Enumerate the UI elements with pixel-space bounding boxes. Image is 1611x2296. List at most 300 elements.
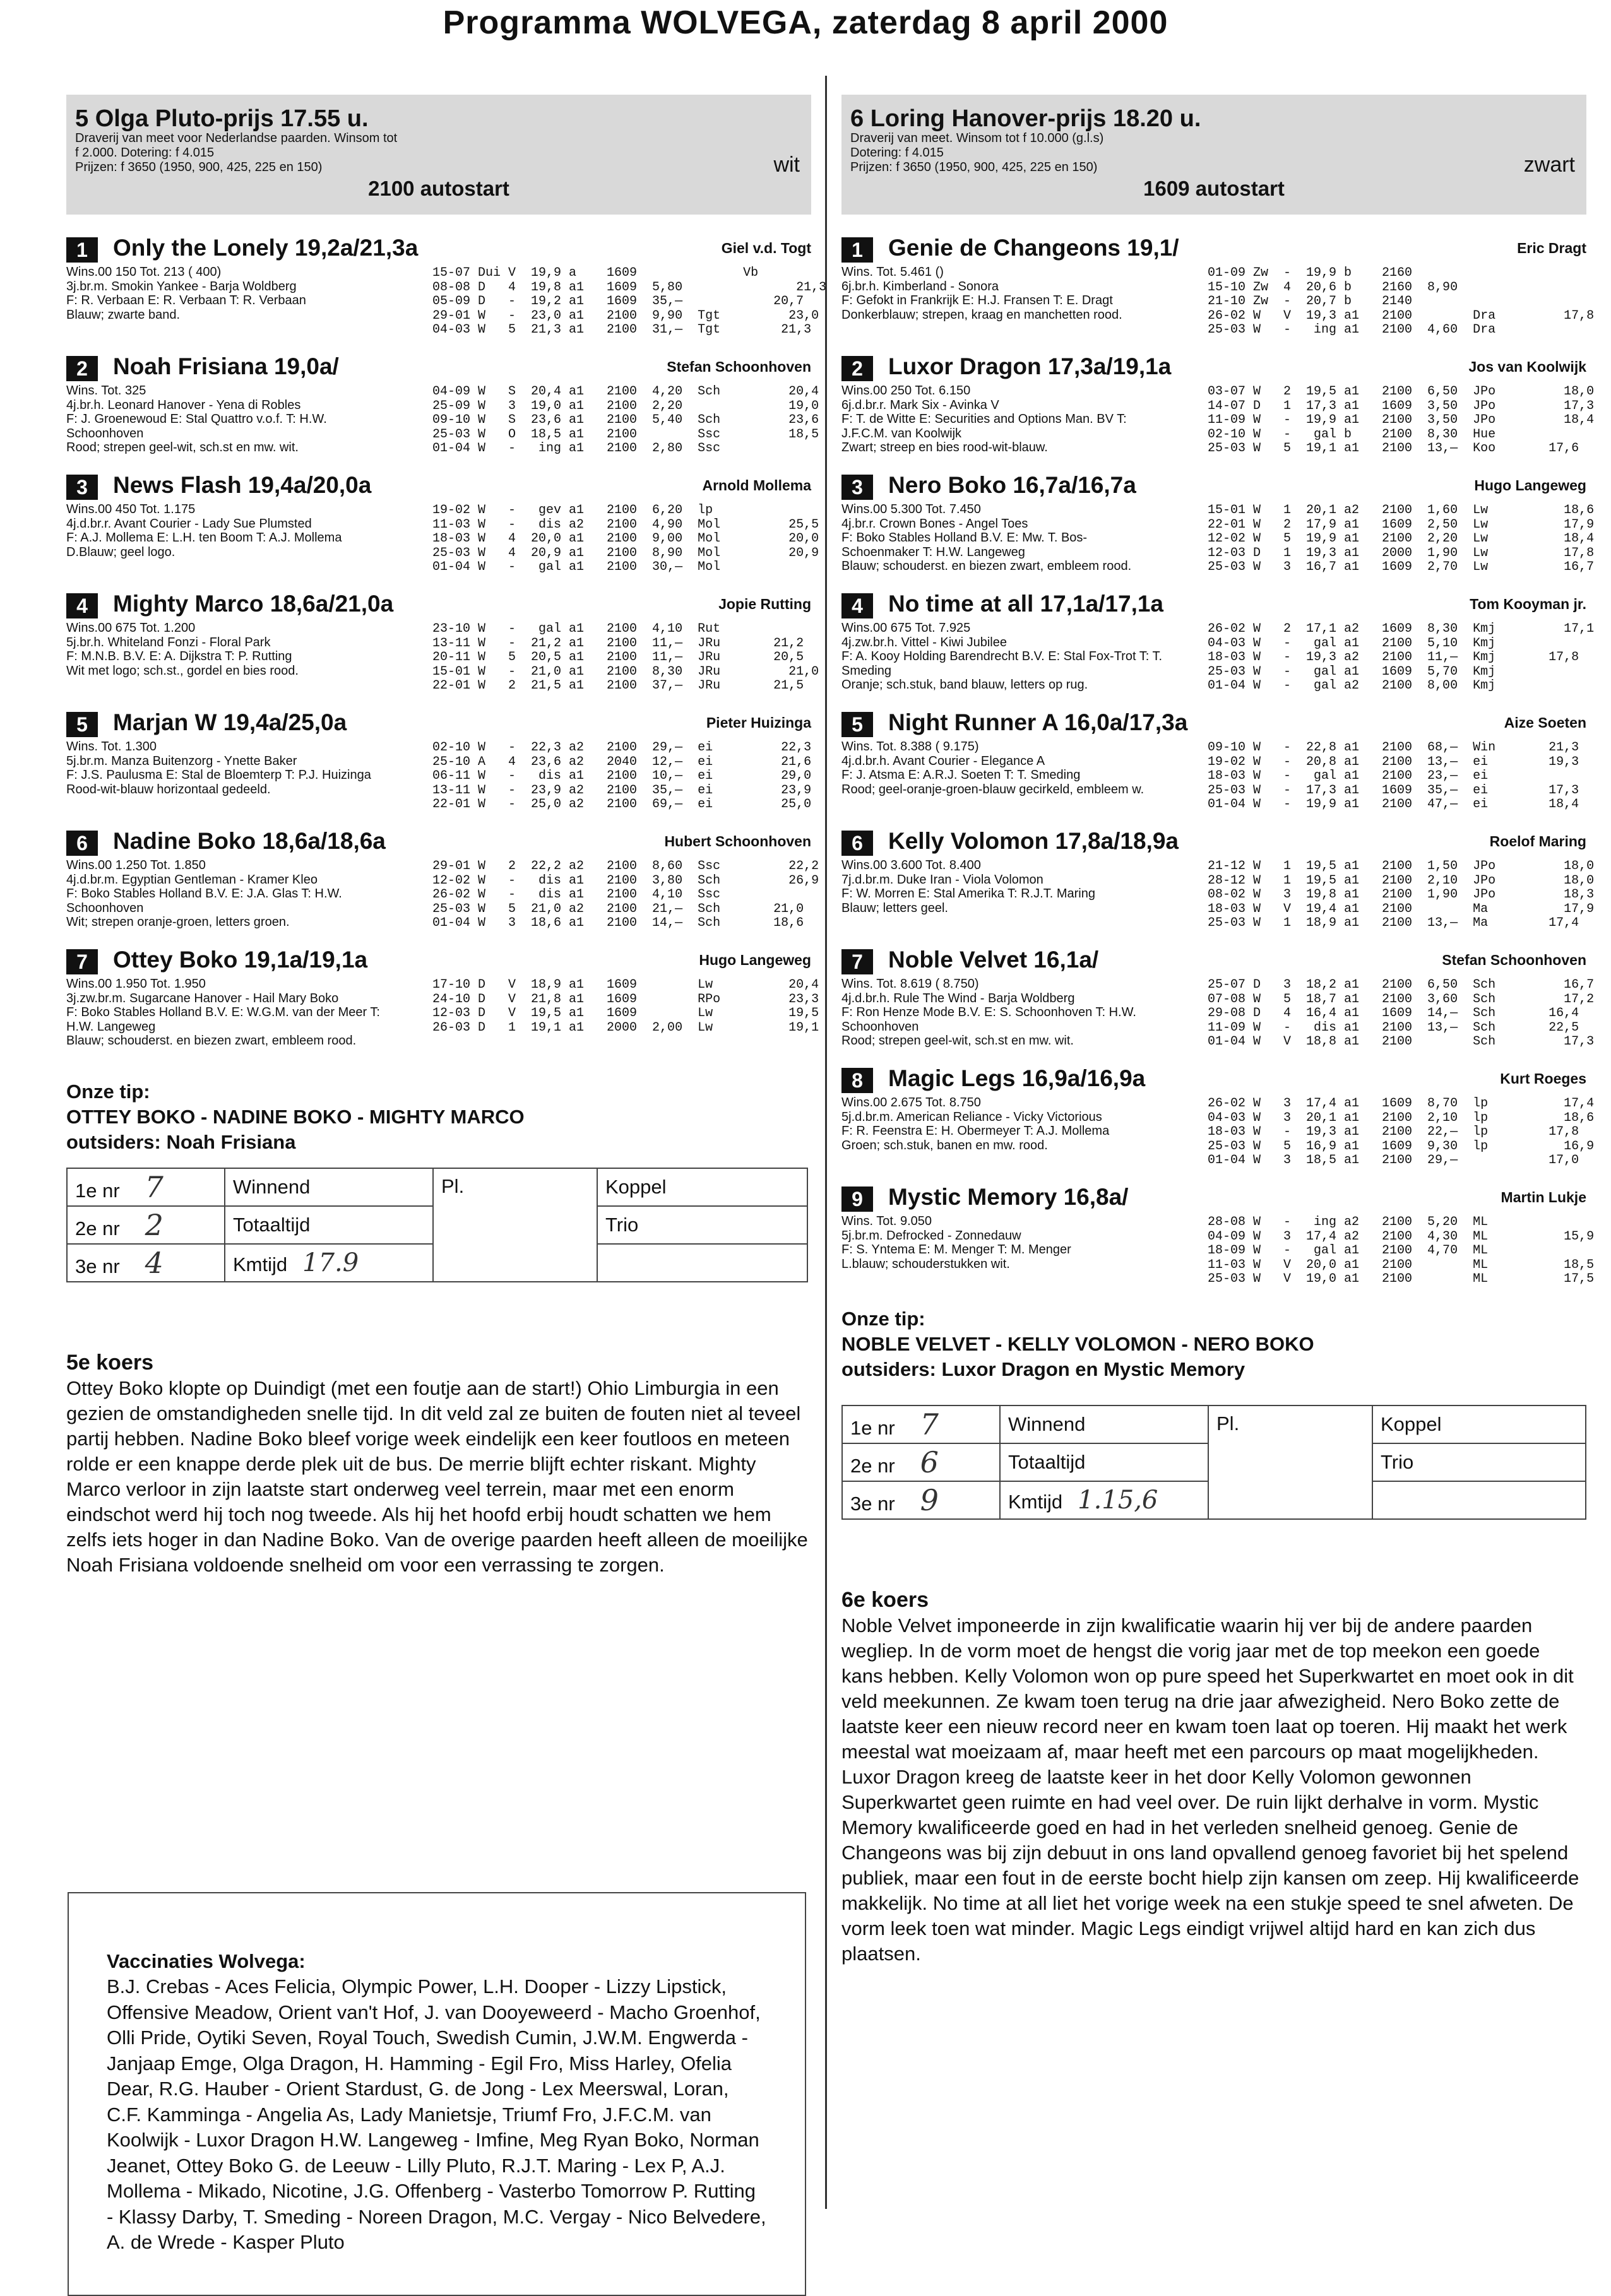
- horse-driver: Martin Lukje: [1501, 1189, 1586, 1205]
- tip-label: Onze tip:: [841, 1308, 925, 1330]
- horse-info-line: F: J.S. Paulusma E: Stal de Bloemterp T: P.J. Huizinga: [66, 768, 371, 782]
- place-label: Pl.: [1208, 1405, 1372, 1519]
- horse-info-line: Schoonhoven: [841, 1019, 919, 1034]
- horse-info-line: 6j.br.h. Kimberland - Sonora: [841, 279, 999, 293]
- horse-form-row: 13-11 W - 21,2 a1 2100 11,— JRu 21,2: [432, 636, 804, 651]
- horse-form-row: 28-08 W - ing a2 2100 5,20 ML: [1208, 1215, 1489, 1229]
- horse-name: Mystic Memory 16,8a/: [888, 1184, 1129, 1210]
- race-comment: [66, 1349, 811, 1578]
- horse-form-row: 13-11 W - 23,9 a2 2100 35,— ei 23,9: [432, 783, 812, 798]
- horse-form-row: 01-04 W 3 18,5 a1 2100 29,— 17,0: [1208, 1153, 1579, 1168]
- race-start: 1609 autostart: [1143, 177, 1285, 200]
- horse-form-row: 11-09 W - 19,9 a1 2100 3,50 JPo 18,4: [1208, 413, 1595, 427]
- totaaltijd-label: Totaaltijd: [225, 1206, 433, 1244]
- horse-info: [66, 384, 445, 455]
- horse-form-row: 19-02 W - gev a1 2100 6,20 lp: [432, 503, 713, 518]
- horse-info-line: F: Boko Stables Holland B.V. E: Mw. T. Bos-: [841, 531, 1088, 545]
- race-color: wit: [773, 153, 800, 177]
- horse-number: 6: [66, 831, 98, 856]
- horse-info: [66, 740, 445, 796]
- comment-title: 6e koers: [841, 1588, 929, 1612]
- horse-info-line: Zwart; streep en bies rood-wit-blauw.: [841, 441, 1048, 454]
- horse-form-row: 25-03 W - gal a1 1609 5,70 Kmj: [1208, 664, 1496, 679]
- horse-form-row: 28-12 W 1 19,5 a1 2100 2,10 JPo 18,0: [1208, 873, 1595, 888]
- horse-number: 5: [841, 712, 873, 737]
- race-5-column: [66, 95, 827, 2253]
- horse-info-line: Wit met logo; sch.st., gordel en bies rood.: [66, 663, 299, 678]
- horse-info: [841, 265, 1220, 322]
- horse-number: 4: [841, 593, 873, 618]
- horse-form-row: 04-03 W - gal a1 2100 5,10 Kmj: [1208, 636, 1496, 651]
- horse-form-row: 26-02 W - dis a1 2100 4,10 Ssc: [432, 887, 721, 902]
- horse-info-line: F: A.J. Mollema E: L.H. ten Boom T: A.J. Mollema: [66, 531, 342, 545]
- horse-info-line: Wins.00 5.300 Tot. 7.450: [841, 502, 981, 516]
- horse-form-row: 12-03 D 1 19,3 a1 2000 1,90 Lw 17,8: [1208, 545, 1595, 560]
- horse-number: 6: [841, 831, 873, 856]
- horse-form-table: [1208, 622, 1594, 694]
- horse-entry: [841, 1064, 1595, 1175]
- horse-info-line: Rood; strepen geel-wit, sch.st en mw. wit.: [841, 1034, 1074, 1048]
- horse-info-line: F: J. Atsma E: A.R.J. Soeten T: T. Smeding: [841, 768, 1081, 782]
- horse-info-line: 4j.zw.br.h. Vittel - Kiwi Jubilee: [841, 635, 1007, 649]
- horse-driver: Aize Soeten: [1504, 714, 1586, 731]
- horse-number: 8: [841, 1068, 873, 1093]
- horse-entry: [841, 708, 1586, 819]
- trio-label: Trio: [597, 1206, 807, 1244]
- comment-text: Noble Velvet imponeerde in zijn kwalificatie waarin hij ver bij de andere paarden wegliep. In de vorm moet de hengst die vorig jaar met de top meekon een goede kans hebben. Kelly Volomon won op pure speed het Superkwartet en moet ook in dit veld meekunnen. Ze kwam toen terug na drie jaar afwezigheid. Nero Boko zette de laatste keer een nieuw record neer en kwam toen laat op toeren. Hij maakt het werk meestal wat moeizaam af, maar heeft met een parcours op maat mogelijkheden. Luxor Dragon kreeg de laatste keer in het door Kelly Volomon gewonnen Superkwartet geen ruimte en had veel over. De ruin lijkt derhalve in vorm. Mystic Memory kwalificeerde goed en had in het verleden snelheid genoeg. Genie de Changeons was bij zijn debuut in ons land opvallend genoeg favoriet bij het spelend publiek, maar een fout in de eerste bocht hielp zijn kansen om zeep. Hij kwalificeerde makkelijk. No time at all liet het vorige week na een stukje speed te snel afweten. De vorm leek toen wat minder. Magic Legs eindigt vrijwel altijd hard en kan zich dus plaatsen.: [841, 1614, 1579, 1965]
- comment-title: 5e koers: [66, 1351, 153, 1375]
- horse-info: [66, 858, 445, 930]
- horse-form-table: [432, 385, 819, 456]
- horse-form-row: 12-02 W - dis a1 2100 3,80 Sch 26,9: [432, 873, 819, 888]
- horse-info-line: Rood; geel-oranje-groen-blauw gecirkeld, embleem w.: [841, 782, 1144, 796]
- horse-form-row: 11-09 W - dis a1 2100 13,— Sch 22,5: [1208, 1020, 1579, 1035]
- horse-info-line: L.blauw; schouderstukken wit.: [841, 1257, 1010, 1271]
- horse-form-row: 25-03 W 4 20,9 a1 2100 8,90 Mol 20,9: [432, 545, 819, 560]
- koppel-label: Koppel: [1372, 1405, 1586, 1443]
- handwritten-number: 9: [920, 1483, 939, 1517]
- horse-driver: Pieter Huizinga: [706, 714, 811, 731]
- horse-form-row: 21-10 Zw - 20,7 b 2140: [1208, 294, 1413, 309]
- tip-outsiders: outsiders: Luxor Dragon en Mystic Memory: [841, 1358, 1245, 1380]
- horse-name: Nero Boko 16,7a/16,7a: [888, 472, 1136, 498]
- kmtijd-cell: [225, 1244, 433, 1282]
- horse-number: 7: [66, 949, 98, 974]
- horse-info-line: Wins. Tot. 5.461 (): [841, 265, 944, 279]
- horse-form-row: 18-03 W - 19,3 a2 2100 11,— Kmj 17,8: [1208, 650, 1579, 665]
- horse-form-table: [1208, 860, 1594, 931]
- handwritten-number: 7: [145, 1170, 163, 1204]
- race-header: [841, 95, 1586, 215]
- horse-info-line: Wins. Tot. 8.388 ( 9.175): [841, 740, 979, 754]
- horse-entry: [841, 234, 1595, 345]
- horse-driver: Stefan Schoonhoven: [667, 358, 811, 375]
- horse-form-row: 12-02 W 5 19,9 a1 2100 2,20 Lw 18,4: [1208, 531, 1595, 546]
- koppel-label: Koppel: [597, 1168, 807, 1206]
- horse-form-table: [432, 266, 826, 338]
- result-table: [841, 1405, 1586, 1520]
- horse-form-table: [1208, 266, 1594, 338]
- horse-info-line: F: S. Yntema E: M. Menger T: M. Menger: [841, 1243, 1071, 1257]
- horse-info-line: 4j.d.br.m. Egyptian Gentleman - Kramer Kleo: [66, 872, 318, 887]
- trio-label: Trio: [1372, 1443, 1586, 1481]
- kmtijd-label: Kmtijd: [233, 1253, 288, 1275]
- horse-form-table: [1208, 504, 1594, 575]
- horse-form-row: 24-10 D V 21,8 a1 1609 RPo 23,3: [432, 991, 819, 1007]
- horse-name: No time at all 17,1a/17,1a: [888, 591, 1164, 617]
- horse-form-row: 25-03 W O 18,5 a1 2100 Ssc 18,5: [432, 427, 819, 442]
- horse-info-line: Wins. Tot. 9.050: [841, 1214, 932, 1228]
- horse-form-row: 04-03 W 3 20,1 a1 2100 2,10 lp 18,6: [1208, 1110, 1595, 1125]
- handwritten-number: 6: [920, 1445, 939, 1479]
- horse-driver: Tom Kooyman jr.: [1470, 596, 1586, 612]
- horse-entry: [841, 471, 1595, 582]
- horse-form-row: 25-03 W 1 18,9 a1 2100 13,— Ma 17,4: [1208, 916, 1579, 930]
- result-cell-2: [842, 1443, 1000, 1481]
- horse-form-row: 15-01 W - 21,0 a1 2100 8,30 JRu 21,0: [432, 664, 819, 679]
- horse-info: [66, 621, 445, 678]
- horse-info-line: 5j.br.m. Manza Buitenzorg - Ynette Baker: [66, 754, 297, 768]
- horse-info-line: Wins. Tot. 8.619 ( 8.750): [841, 977, 979, 991]
- horse-form-row: 07-08 W 5 18,7 a1 2100 3,60 Sch 17,2: [1208, 991, 1595, 1007]
- winnend-label: Winnend: [1000, 1405, 1208, 1443]
- horse-driver: Kurt Roeges: [1500, 1070, 1586, 1087]
- empty-cell: [597, 1244, 807, 1282]
- horse-form-row: 01-04 W - ing a1 2100 2,80 Ssc: [432, 441, 721, 456]
- horse-info-line: 5j.d.br.m. American Reliance - Vicky Victorious: [841, 1110, 1102, 1124]
- horse-info-line: F: R. Verbaan E: R. Verbaan T: R. Verbaan: [66, 293, 306, 307]
- horse-entry: [841, 589, 1595, 701]
- horse-form-row: 01-04 W - 19,9 a1 2100 47,— ei 18,4: [1208, 797, 1579, 812]
- column-divider: [825, 76, 827, 2209]
- horse-info-line: Wins.00 675 Tot. 1.200: [66, 621, 196, 635]
- horse-form-row: 29-01 W - 23,0 a1 2100 9,90 Tgt 23,0: [432, 308, 819, 323]
- horse-info: [841, 1096, 1220, 1152]
- horse-entry: [841, 1183, 1595, 1294]
- race-conditions: Draverij van meet voor Nederlandse paarden. Winsom tot f 2.000. Dotering: f 4.015 Prijzen: f 3650 (1950, 900, 425, 225 en 150): [75, 131, 398, 174]
- result-cell-3: [67, 1244, 225, 1282]
- horse-driver: Hugo Langeweg: [699, 952, 811, 968]
- horse-info-line: 5j.br.h. Whiteland Fonzi - Floral Park: [66, 635, 271, 649]
- horse-info-line: H.W. Langeweg: [66, 1019, 156, 1034]
- horse-form-table: [432, 860, 819, 931]
- horse-entry: [66, 352, 819, 463]
- horse-entry: [66, 234, 827, 345]
- rank-label: 3e nr: [850, 1493, 895, 1515]
- horse-name: Ottey Boko 19,1a/19,1a: [113, 947, 368, 973]
- horse-info-line: Blauw; schouderst. en biezen zwart, embleem rood.: [841, 559, 1132, 573]
- horse-info-line: F: J. Groenewoud E: Stal Quattro v.o.f. T: H.W.: [66, 412, 327, 426]
- horse-form-table: [1208, 1216, 1594, 1287]
- horse-info-line: Schoonhoven: [66, 426, 144, 441]
- horse-driver: Jos van Koolwijk: [1468, 358, 1586, 375]
- horse-form-row: 14-07 D 1 17,3 a1 1609 3,50 JPo 17,3: [1208, 398, 1595, 413]
- horse-info-line: Blauw; zwarte band.: [66, 307, 181, 322]
- horse-entry: [66, 589, 819, 701]
- horse-form-table: [432, 622, 819, 694]
- horse-number: 1: [841, 237, 873, 263]
- horse-form-row: 18-03 W - gal a1 2100 23,— ei: [1208, 769, 1489, 783]
- horse-info-line: Wit; strepen oranje-groen, letters groen.: [66, 915, 290, 929]
- horse-form-row: 23-10 W - gal a1 2100 4,10 Rut: [432, 622, 721, 636]
- our-tip: [841, 1306, 1586, 1382]
- horse-form-table: [432, 504, 819, 575]
- horse-info: [841, 621, 1220, 692]
- horse-form-row: 25-03 W 5 19,1 a1 2100 13,— Koo 17,6: [1208, 441, 1579, 456]
- horse-info-line: 4j.d.br.r. Avant Courier - Lady Sue Plumsted: [66, 516, 312, 531]
- horse-driver: Hubert Schoonhoven: [664, 833, 811, 849]
- horse-name: Genie de Changeons 19,1/: [888, 235, 1179, 261]
- horse-form-row: 25-03 W - 17,3 a1 1609 35,— ei 17,3: [1208, 783, 1579, 798]
- horse-form-row: 25-10 A 4 23,6 a2 2040 12,— ei 21,6: [432, 754, 812, 769]
- horse-info-line: F: M.N.B. B.V. E: A. Dijkstra T: P. Rutting: [66, 649, 292, 663]
- horse-info: [66, 265, 445, 322]
- horse-form-row: 08-02 W 3 19,8 a1 2100 1,90 JPo 18,3: [1208, 887, 1595, 902]
- horse-name: Night Runner A 16,0a/17,3a: [888, 709, 1188, 735]
- tip-horses: NOBLE VELVET - KELLY VOLOMON - NERO BOKO: [841, 1333, 1314, 1355]
- winnend-label: Winnend: [225, 1168, 433, 1206]
- horse-info-line: 3j.br.m. Smokin Yankee - Barja Woldberg: [66, 279, 297, 293]
- horse-form-row: 18-03 W V 19,4 a1 2100 Ma 17,9: [1208, 901, 1595, 916]
- horse-form-row: 09-10 W - 22,8 a1 2100 68,— Win 21,3: [1208, 740, 1579, 755]
- horse-info: [841, 977, 1220, 1048]
- horse-info-line: 4j.d.br.h. Avant Courier - Elegance A: [841, 754, 1045, 768]
- horse-info-line: D.Blauw; geel logo.: [66, 545, 175, 559]
- horse-driver: Arnold Mollema: [702, 477, 811, 494]
- kmtijd-label: Kmtijd: [1008, 1491, 1063, 1513]
- horse-form-row: 06-11 W - dis a1 2100 10,— ei 29,0: [432, 769, 812, 783]
- horse-info: [841, 502, 1220, 574]
- horse-info-line: F: Ron Henze Mode B.V. E: S. Schoonhoven T: H.W.: [841, 1005, 1136, 1019]
- horse-info-line: Wins. Tot. 325: [66, 384, 146, 398]
- horse-number: 1: [66, 237, 98, 263]
- our-tip: [66, 1079, 811, 1155]
- horse-form-table: [1208, 978, 1594, 1050]
- horse-form-row: 01-04 W - gal a1 2100 30,— Mol: [432, 560, 721, 574]
- vaccinations-title: Vaccinaties Wolvega:: [107, 1950, 306, 1972]
- place-label: Pl.: [433, 1168, 597, 1282]
- horse-form-row: 02-10 W - gal b 2100 8,30 Hue: [1208, 427, 1496, 442]
- handwritten-number: 2: [145, 1208, 163, 1242]
- horse-form-row: 03-07 W 2 19,5 a1 2100 6,50 JPo 18,0: [1208, 384, 1595, 399]
- horse-entry: [841, 945, 1595, 1056]
- horse-form-row: 12-03 D V 19,5 a1 1609 Lw 19,5: [432, 1006, 819, 1021]
- horse-form-row: 19-02 W - 20,8 a1 2100 13,— ei 19,3: [1208, 754, 1579, 769]
- handwritten-kmtijd: 1.15,6: [1078, 1486, 1158, 1515]
- page-title: Programma WOLVEGA, zaterdag 8 april 2000: [443, 4, 1168, 41]
- horse-form-row: 20-11 W 5 20,5 a1 2100 11,— JRu 20,5: [432, 650, 804, 665]
- horse-form-row: 04-09 W 3 17,4 a2 2100 4,30 ML 15,9: [1208, 1229, 1595, 1244]
- horse-info-line: Smeding: [841, 663, 891, 678]
- horse-form-row: 01-09 Zw - 19,9 b 2160: [1208, 266, 1413, 280]
- race-conditions: Draverij van meet. Winsom tot f 10.000 (g.l.s) Dotering: f 4.015 Prijzen: f 3650 (1950, 900, 425, 225 en 150): [850, 131, 1104, 174]
- horse-form-row: 05-09 D - 19,2 a1 1609 35,— 20,7: [432, 294, 804, 309]
- kmtijd-cell: [1000, 1481, 1208, 1519]
- horse-info: [66, 977, 445, 1048]
- horse-form-row: 11-03 W - dis a2 2100 4,90 Mol 25,5: [432, 517, 819, 532]
- horse-form-row: 18-03 W 4 20,0 a1 2100 9,00 Mol 20,0: [432, 531, 819, 546]
- horse-info-line: Groen; sch.stuk, banen en mw. rood.: [841, 1138, 1048, 1152]
- horse-info-line: F: Boko Stables Holland B.V. E: W.G.M. van der Meer T:: [66, 1005, 380, 1019]
- horse-driver: Stefan Schoonhoven: [1442, 952, 1586, 968]
- horse-form-row: 22-01 W 2 21,5 a1 2100 37,— JRu 21,5: [432, 678, 804, 693]
- horse-info-line: Wins.00 675 Tot. 7.925: [841, 621, 971, 635]
- horse-info-line: F: Gefokt in Frankrijk E: H.J. Fransen T: E. Dragt: [841, 293, 1113, 307]
- horse-form-row: 15-07 Dui V 19,9 a 1609 Vb: [432, 266, 759, 280]
- horse-form-row: 15-01 W 1 20,1 a2 2100 1,60 Lw 18,6: [1208, 503, 1595, 518]
- horse-form-row: 08-08 D 4 19,8 a1 1609 5,80 21,3: [432, 280, 827, 295]
- horse-info-line: F: W. Morren E: Stal Amerika T: R.J.T. Maring: [841, 887, 1095, 901]
- horse-info-line: Wins.00 450 Tot. 1.175: [66, 502, 196, 516]
- rank-label: 2e nr: [75, 1217, 120, 1240]
- race-comment: [841, 1587, 1586, 1967]
- horse-number: 4: [66, 593, 98, 618]
- horse-info-line: J.F.C.M. van Koolwijk: [841, 426, 962, 441]
- horse-info-line: 6j.d.br.r. Mark Six - Avinka V: [841, 398, 999, 412]
- race-title: 5 Olga Pluto-prijs 17.55 u.: [75, 105, 369, 132]
- horse-form-row: 21-12 W 1 19,5 a1 2100 1,50 JPo 18,0: [1208, 859, 1595, 873]
- horse-info: [841, 1214, 1220, 1271]
- horse-entry: [66, 945, 819, 1056]
- horse-info-line: Wins.00 150 Tot. 213 ( 400): [66, 265, 222, 279]
- horse-form-row: 26-02 W 2 17,1 a2 1609 8,30 Kmj 17,1: [1208, 622, 1595, 636]
- tip-label: Onze tip:: [66, 1080, 150, 1103]
- horse-info-line: Wins.00 2.675 Tot. 8.750: [841, 1096, 981, 1110]
- horse-form-row: 26-02 W 3 17,4 a1 1609 8,70 lp 17,4: [1208, 1096, 1595, 1111]
- vaccinations-text: B.J. Crebas - Aces Felicia, Olympic Power, L.H. Dooper - Lizzy Lipstick, Offensive Meadow, Orient van't Hof, J. van Dooyeweerd - Macho Groenhof, Olli Pride, Oytiki Seven, Royal Touch, Swedish Cumin, J.W.M. Engwerda - Janjaap Emge, Olga Dragon, H. Hamming - Egil Fro, Miss Harley, Ofelia Dear, R.G. Hauber - Orient Stardust, G. de Jong - Lex Meerswal, Loran, C.F. Kamminga - Angelia As, Lady Manietsje, Triumf Fro, J.F.C.M. van Koolwijk - Luxor Dragon H.W. Langeweg - Imfine, Meg Ryan Boko, Norman Jeanet, Ottey Boko G. de Leeuw - Lilly Pluto, R.J.T. Maring - Lex P, A.J. Mollema - Mikado, Nicotine, J.G. Offenberg - Vasterbo Tomorrow P. Rutting - Klassy Darby, T. Smeding - Noreen Dragon, M.C. Vergay - Nico Belvedere, A. de Wrede - Kasper Pluto: [107, 1975, 766, 2253]
- horse-form-row: 25-03 W 3 16,7 a1 1609 2,70 Lw 16,7: [1208, 560, 1595, 574]
- horse-info-line: Schoenmaker T: H.W. Langeweg: [841, 545, 1025, 559]
- race-color: zwart: [1523, 153, 1575, 177]
- race-header: [66, 95, 811, 215]
- horse-form-row: 11-03 W V 20,0 a1 2100 ML 18,5: [1208, 1257, 1595, 1272]
- horse-form-row: 01-04 W - gal a2 2100 8,00 Kmj: [1208, 678, 1496, 693]
- horse-name: Mighty Marco 18,6a/21,0a: [113, 591, 394, 617]
- horse-form-row: 22-01 W - 25,0 a2 2100 69,— ei 25,0: [432, 797, 812, 812]
- horse-form-row: 25-09 W 3 19,0 a1 2100 2,20 19,0: [432, 398, 819, 413]
- horse-driver: Giel v.d. Togt: [721, 240, 811, 256]
- comment-text: Ottey Boko klopte op Duindigt (met een foutje aan de start!) Ohio Limburgia in een gezien de omstandigheden snelle tijd. In dit veld zal ze buiten de fouten niet al teveel partij hebben. Nadine Boko bleef vorige week eindelijk een keer foutloos en meteen rolde er een knappe derde plek uit de bus. De merrie blijft echter riskant. Mighty Marco verloor in zijn laatste start onderweg veel terrein, maar met een enorm eindschot werd hij toch nog tweede. Als hij het hoofd erbij houdt schatten we hem zelfs iets hoger in dan Nadine Boko. Van de overige paarden heeft alleen de moeilijke Noah Frisiana voldoende snelheid om voor een verrassing te zorgen.: [66, 1377, 808, 1576]
- horse-driver: Roelof Maring: [1489, 833, 1586, 849]
- horse-form-row: 01-04 W V 18,8 a1 2100 Sch 17,3: [1208, 1034, 1595, 1049]
- rank-label: 1e nr: [850, 1417, 895, 1439]
- horse-number: 9: [841, 1186, 873, 1212]
- horse-form-row: 17-10 D V 18,9 a1 1609 Lw 20,4: [432, 978, 819, 992]
- tip-outsiders: outsiders: Noah Frisiana: [66, 1131, 296, 1153]
- horse-form-row: 04-09 W S 20,4 a1 2100 4,20 Sch 20,4: [432, 384, 819, 399]
- horse-name: Noble Velvet 16,1a/: [888, 947, 1099, 973]
- horse-info-line: Rood-wit-blauw horizontaal gedeeld.: [66, 782, 271, 796]
- result-cell-3: [842, 1481, 1000, 1519]
- race-title: 6 Loring Hanover-prijs 18.20 u.: [850, 105, 1201, 132]
- horse-form-table: [432, 978, 819, 1035]
- horse-form-row: 29-08 D 4 16,4 a1 1609 14,— Sch 16,4: [1208, 1006, 1579, 1021]
- horse-form-row: 29-01 W 2 22,2 a2 2100 8,60 Ssc 22,2: [432, 859, 819, 873]
- horse-form-row: 04-03 W 5 21,3 a1 2100 31,— Tgt 21,3: [432, 323, 812, 337]
- horse-form-table: [1208, 741, 1579, 812]
- horse-name: Marjan W 19,4a/25,0a: [113, 709, 347, 735]
- result-cell-1: [842, 1405, 1000, 1443]
- horse-number: 3: [841, 475, 873, 500]
- horse-name: Luxor Dragon 17,3a/19,1a: [888, 353, 1172, 379]
- horse-info-line: 5j.br.m. Defrocked - Zonnedauw: [841, 1228, 1021, 1243]
- horse-form-row: 25-03 W V 19,0 a1 2100 ML 17,5: [1208, 1272, 1595, 1286]
- horse-name: News Flash 19,4a/20,0a: [113, 472, 372, 498]
- horse-info-line: Blauw; schouderst. en biezen zwart, embleem rood.: [66, 1034, 357, 1048]
- horse-driver: Eric Dragt: [1517, 240, 1586, 256]
- empty-cell: [1372, 1481, 1586, 1519]
- horse-form-row: 18-09 W - gal a1 2100 4,70 ML: [1208, 1243, 1489, 1258]
- horse-info-line: Oranje; sch.stuk, band blauw, letters op rug.: [841, 678, 1088, 692]
- horse-info-line: F: T. de Witte E: Securities and Options Man. BV T:: [841, 412, 1127, 426]
- horse-info-line: F: Boko Stables Holland B.V. E: J.A. Glas T: H.W.: [66, 887, 342, 901]
- rank-label: 1e nr: [75, 1180, 120, 1202]
- horse-info-line: F: A. Kooy Holding Barendrecht B.V. E: Stal Fox-Trot T: T.: [841, 649, 1163, 663]
- horse-form-row: 02-10 W - 22,3 a2 2100 29,— ei 22,3: [432, 740, 812, 755]
- result-cell-1: [67, 1168, 225, 1206]
- horse-form-row: 18-03 W - 19,3 a1 2100 22,— lp 17,8: [1208, 1125, 1579, 1139]
- horse-info-line: 3j.zw.br.m. Sugarcane Hanover - Hail Mary Boko: [66, 991, 339, 1005]
- horse-info: [66, 502, 445, 559]
- horse-form-row: 15-10 Zw 4 20,6 b 2160 8,90: [1208, 280, 1458, 295]
- horse-driver: Hugo Langeweg: [1474, 477, 1586, 494]
- horse-entry: [841, 352, 1595, 463]
- horse-number: 3: [66, 475, 98, 500]
- horse-form-row: 26-02 W V 19,3 a1 2100 Dra 17,8: [1208, 308, 1595, 323]
- horse-entry: [66, 471, 819, 582]
- horse-form-table: [432, 741, 811, 812]
- horse-info-line: 4j.br.r. Crown Bones - Angel Toes: [841, 516, 1028, 531]
- result-cell-2: [67, 1206, 225, 1244]
- horse-info-line: Schoonhoven: [66, 901, 144, 915]
- horse-name: Noah Frisiana 19,0a/: [113, 353, 339, 379]
- horse-number: 7: [841, 949, 873, 974]
- vaccinations-box: [68, 1892, 806, 2296]
- horse-info-line: Wins.00 3.600 Tot. 8.400: [841, 858, 981, 872]
- horse-info: [841, 740, 1220, 796]
- horse-name: Magic Legs 16,9a/16,9a: [888, 1065, 1146, 1091]
- tip-horses: OTTEY BOKO - NADINE BOKO - MIGHTY MARCO: [66, 1106, 525, 1128]
- horse-info-line: Blauw; letters geel.: [841, 901, 948, 915]
- horse-form-row: 01-04 W 3 18,6 a1 2100 14,— Sch 18,6: [432, 916, 804, 930]
- horse-form-row: 25-03 W 5 21,0 a2 2100 21,— Sch 21,0: [432, 901, 804, 916]
- horse-number: 2: [66, 356, 98, 381]
- horse-form-row: 25-07 D 3 18,2 a1 2100 6,50 Sch 16,7: [1208, 978, 1595, 992]
- horse-info-line: 4j.d.br.h. Rule The Wind - Barja Woldberg: [841, 991, 1075, 1005]
- horse-number: 5: [66, 712, 98, 737]
- horse-info: [841, 384, 1220, 455]
- rank-label: 2e nr: [850, 1455, 895, 1477]
- horse-driver: Jopie Rutting: [718, 596, 811, 612]
- horse-entry: [841, 827, 1595, 938]
- horse-info-line: Rood; strepen geel-wit, sch.st en mw. wit.: [66, 441, 299, 454]
- horse-form-table: [1208, 1097, 1594, 1168]
- horse-info-line: Wins. Tot. 1.300: [66, 740, 157, 754]
- horse-info-line: Donkerblauw; strepen, kraag en manchetten rood.: [841, 307, 1122, 322]
- horse-info: [841, 858, 1220, 915]
- horse-info-line: 4j.br.h. Leonard Hanover - Yena di Robles: [66, 398, 301, 412]
- horse-name: Only the Lonely 19,2a/21,3a: [113, 235, 419, 261]
- horse-form-row: 22-01 W 2 17,9 a1 1609 2,50 Lw 17,9: [1208, 517, 1595, 532]
- horse-form-table: [1208, 385, 1594, 456]
- horse-form-row: 25-03 W 5 16,9 a1 1609 9,30 lp 16,9: [1208, 1139, 1595, 1154]
- horse-info-line: Wins.00 250 Tot. 6.150: [841, 384, 971, 398]
- horse-info-line: Wins.00 1.250 Tot. 1.850: [66, 858, 206, 872]
- horse-entry: [66, 708, 811, 819]
- rank-label: 3e nr: [75, 1255, 120, 1277]
- horse-info-line: Wins.00 1.950 Tot. 1.950: [66, 977, 206, 991]
- handwritten-number: 7: [920, 1407, 939, 1441]
